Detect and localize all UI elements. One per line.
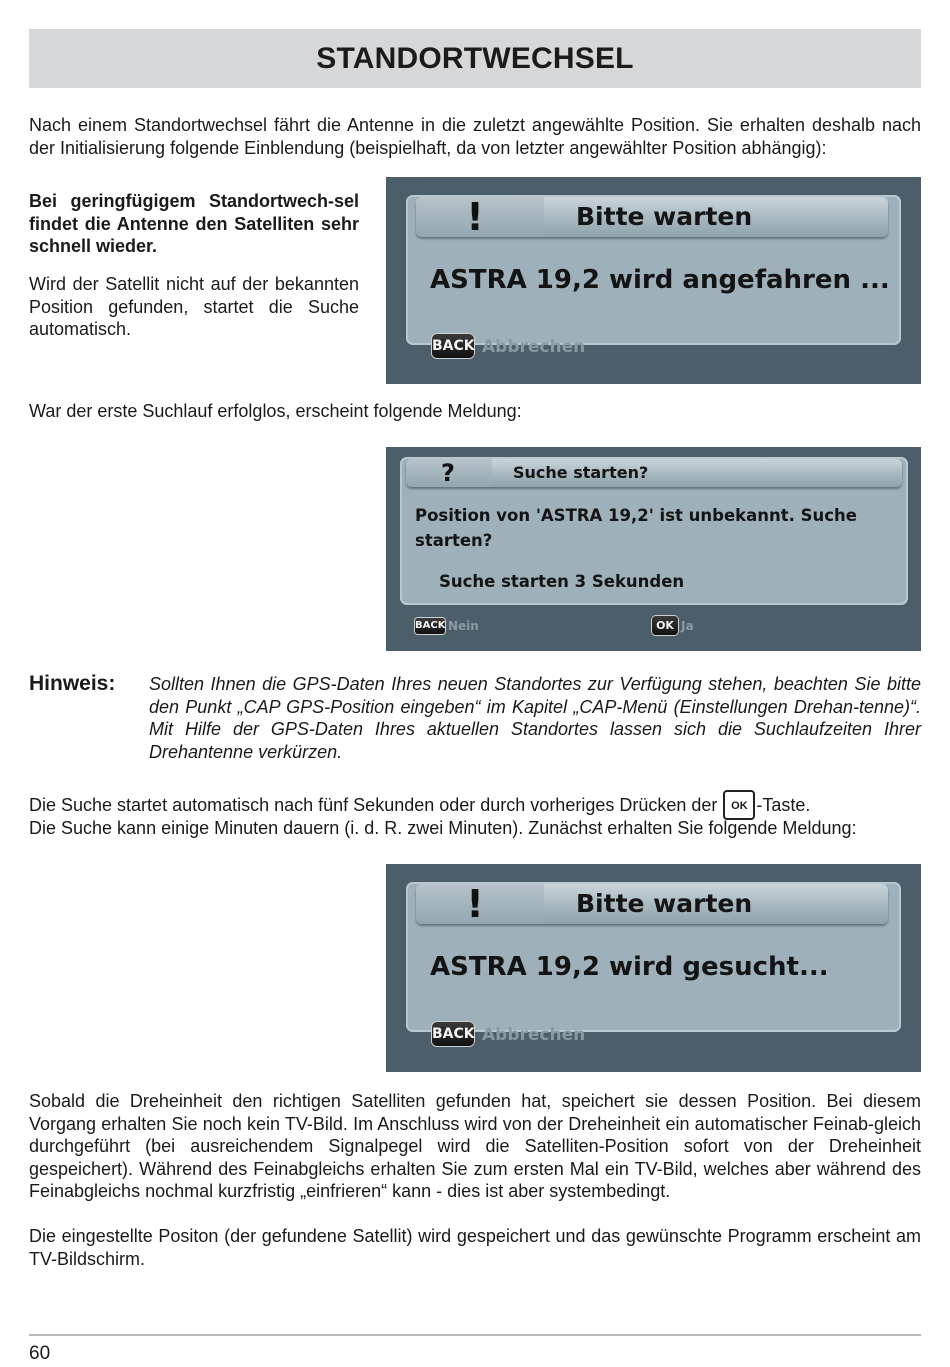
title-bar xyxy=(29,29,921,88)
back-key-icon: BACK xyxy=(415,618,445,634)
search-start-suffix: -Taste. xyxy=(756,795,811,815)
tip-normal-text: Wird der Satellit nicht auf der bekannten Position gefunden, startet die Suche automatisch. xyxy=(29,274,359,340)
tip-bold-text: Bei geringfügigem Standortwech-sel findet die Antenne den Satelliten sehr schnell wieder. xyxy=(29,191,359,257)
back-key-icon: BACK xyxy=(432,1022,474,1046)
dialog-message-line2: starten? xyxy=(415,531,493,550)
footer-divider xyxy=(29,1334,921,1336)
exclamation-icon: ! xyxy=(466,195,484,239)
dialog-header xyxy=(416,884,888,924)
dialog-header-text: Suche starten? xyxy=(513,463,649,482)
tv-screen-start-search xyxy=(386,447,921,651)
dialog-header-text: Bitte warten xyxy=(576,202,753,231)
intro-paragraph: Nach einem Standortwechsel fährt die Antenne in die zuletzt angewählte Position. Sie erhalten deshalb nach der Initialisierung folgende Einblendung (beispielhaft, da von letzter angewählter Position abhängig): xyxy=(29,115,921,158)
page-number: 60 xyxy=(29,1343,51,1364)
exclamation-icon: ! xyxy=(466,882,484,926)
back-key-label: Abbrechen xyxy=(482,337,586,357)
countdown-text: Suche starten 3 Sekunden xyxy=(439,572,685,591)
tv-screen-please-wait xyxy=(386,177,921,384)
ok-key-icon: OK xyxy=(652,616,678,635)
back-key-icon: BACK xyxy=(432,334,474,358)
dialog-header-text: Bitte warten xyxy=(576,889,753,918)
dialog-header xyxy=(406,459,902,487)
dialog-message-line1: Position von 'ASTRA 19,2' ist unbekannt. Suche xyxy=(415,506,857,525)
page-title: STANDORTWECHSEL xyxy=(316,42,634,75)
dialog-message: ASTRA 19,2 wird gesucht... xyxy=(430,952,829,982)
ok-key-icon: OK xyxy=(723,790,755,820)
note-text: Sollten Ihnen die GPS-Daten Ihres neuen Standortes zur Verfügung stehen, beachten Sie bitte den Punkt „CAP GPS-Position eingeben“ im Kapitel „CAP-Menü (Einstellungen Drehan-tenne)“. Mit Hilfe der GPS-Daten Ihres aktuellen Standortes lassen sich die Suchlaufzeiten Ihrer Drehantenne verkürzen. xyxy=(149,674,921,762)
dialog-message: ASTRA 19,2 wird angefahren ... xyxy=(430,265,890,295)
search-duration-text: Die Suche kann einige Minuten dauern (i. d. R. zwei Minuten). Zunächst erhalten Sie folgende Meldung: xyxy=(29,818,857,838)
second-intro: War der erste Suchlauf erfolglos, erscheint folgende Meldung: xyxy=(29,401,522,421)
final-paragraph: Die eingestellte Positon (der gefundene Satellit) wird gespeichert und das gewünschte Programm erscheint am TV-Bildschirm. xyxy=(29,1226,921,1269)
ok-key-label: Ja xyxy=(681,619,694,633)
question-icon: ? xyxy=(441,459,455,487)
dialog-header xyxy=(416,197,888,237)
back-key-label: Nein xyxy=(448,619,479,633)
note-label: Hinweis: xyxy=(29,672,116,695)
search-start-text: Die Suche startet automatisch nach fünf Sekunden oder durch vorheriges Drücken der xyxy=(29,795,718,815)
back-key-label: Abbrechen xyxy=(482,1025,586,1045)
found-paragraph: Sobald die Dreheinheit den richtigen Satelliten gefunden hat, speichert sie dessen Position. Bei diesem Vorgang erhalten Sie noch kein TV-Bild. Im Anschluss wird von der Dreheinheit ein automatischer Feinab-gleich durchgeführt (bei ausreichendem Signalpegel wird die Satelliten-Position sofort von der Dreheinheit gespeichert). Während des Feinabgleichs erhalten Sie zum ersten Mal ein TV-Bild, welches aber während des Feinabgleichs nochmal kurzfristig „einfrieren“ kann - dies ist aber systembedingt. xyxy=(29,1091,921,1202)
tv-screen-searching xyxy=(386,864,921,1072)
